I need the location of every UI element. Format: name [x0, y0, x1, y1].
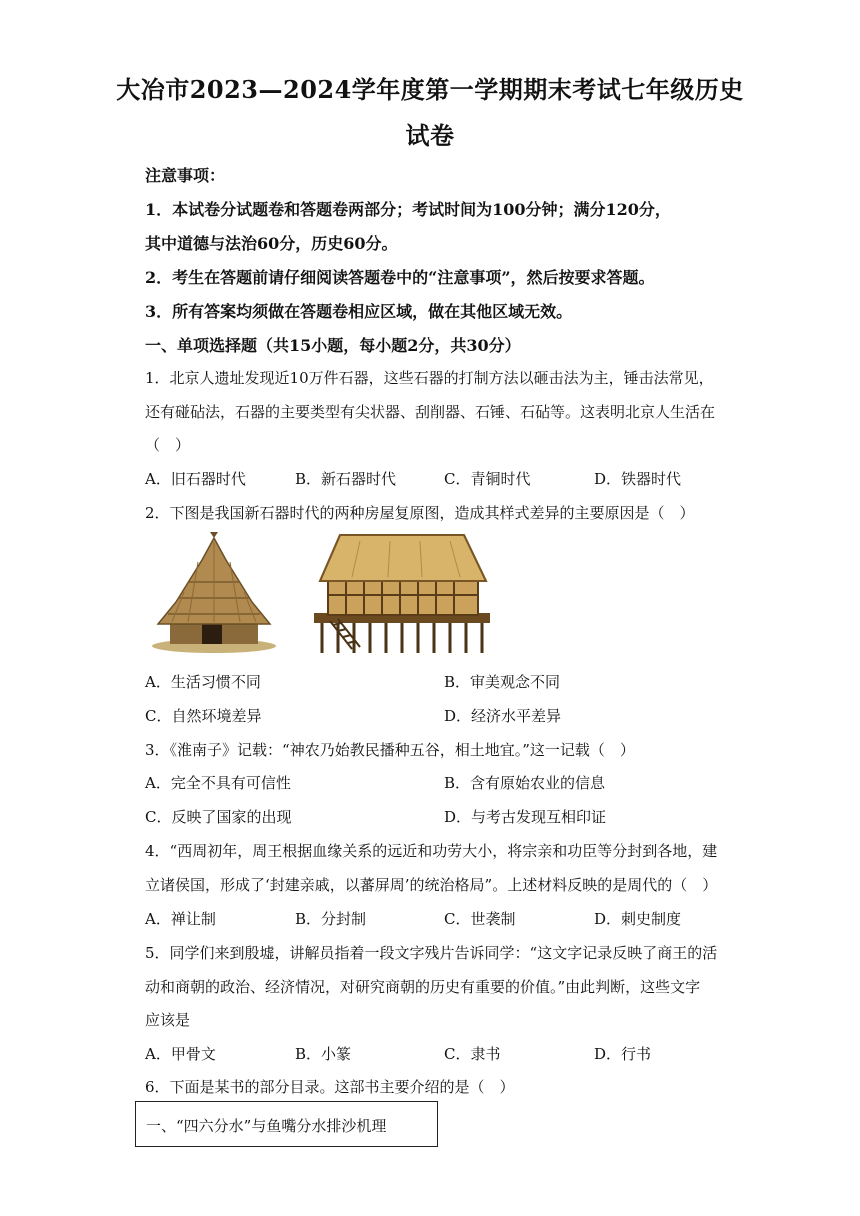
question-1-option-b[interactable]: B．新石器时代 — [295, 470, 397, 488]
question-5-text: 5．同学们来到殷墟，讲解员指着一段文字残片告诉同学：“这文字记录反映了商王的活 — [145, 944, 718, 962]
question-2-option-a[interactable]: A．生活习惯不同 — [145, 673, 261, 691]
section-heading: 一、单项选择题（共15小题，每小题2分，共30分） — [145, 336, 521, 355]
question-3-option-b[interactable]: B．含有原始农业的信息 — [444, 774, 606, 792]
question-2-option-d[interactable]: D．经济水平差异 — [444, 707, 562, 725]
exam-title-line2: 试卷 — [405, 121, 455, 150]
question-3-option-d[interactable]: D．与考古发现互相印证 — [444, 808, 607, 826]
question-2-option-b[interactable]: B．审美观念不同 — [444, 673, 561, 691]
question-5-option-b[interactable]: B．小篆 — [295, 1045, 352, 1063]
table-of-contents-box — [135, 1101, 438, 1147]
question-4-option-c[interactable]: C．世袭制 — [444, 910, 516, 928]
question-5-option-a[interactable]: A．甲骨文 — [145, 1045, 216, 1063]
question-2-option-c[interactable]: C．自然环境差异 — [145, 707, 262, 725]
notice-heading: 注意事项： — [145, 166, 226, 185]
question-4-option-d[interactable]: D．刺史制度 — [594, 910, 682, 928]
question-4-option-a[interactable]: A．禅让制 — [145, 910, 216, 928]
question-1-option-d[interactable]: D．铁器时代 — [594, 470, 682, 488]
question-3-option-a[interactable]: A．完全不具有可信性 — [145, 774, 291, 792]
notice-item: 3．所有答案均须做在答题卷相应区域，做在其他区域无效。 — [145, 302, 573, 321]
exam-title-line1: 大冶市2023—2024学年度第一学期期末考试七年级历史 — [116, 75, 744, 104]
round-thatched-hut-image — [148, 532, 280, 654]
question-1-text: 1．北京人遗址发现近10万件石器，这些石器的打制方法以砸击法为主，锤击法常见， — [145, 369, 714, 387]
question-4-text: 立诸侯国，形成了‘封建亲戚，以蕃屏周’的统治格局”。上述材料反映的是周代的（ ） — [145, 876, 718, 894]
table-of-contents-entry: 一、“四六分水”与鱼嘴分水排沙机理 — [146, 1117, 387, 1135]
notice-item: 2．考生在答题前请仔细阅读答题卷中的“注意事项”，然后按要求答题。 — [145, 268, 655, 287]
question-1-option-a[interactable]: A．旧石器时代 — [145, 470, 246, 488]
question-5-option-d[interactable]: D．行书 — [594, 1045, 652, 1063]
question-3-text: 3．《淮南子》记载：“神农乃始教民播种五谷，相土地宜。”这一记载（ ） — [145, 741, 635, 759]
question-5-text: 应该是 — [145, 1011, 191, 1029]
notice-item: 1．本试卷分试题卷和答题卷两部分；考试时间为100分钟；满分120分， — [145, 200, 671, 219]
question-4-option-b[interactable]: B．分封制 — [295, 910, 367, 928]
question-1-text: （ ） — [145, 436, 191, 454]
question-1-option-c[interactable]: C．青铜时代 — [444, 470, 531, 488]
stilt-house-image — [300, 531, 496, 657]
question-2-text: 2．下图是我国新石器时代的两种房屋复原图，造成其样式差异的主要原因是（ ） — [145, 504, 695, 522]
question-1-text: 还有碰砧法，石器的主要类型有尖状器、刮削器、石锤、石砧等。这表明北京人生活在 — [145, 403, 716, 421]
question-5-text: 动和商朝的政治、经济情况，对研究商朝的历史有重要的价值。”由此判断，这些文字 — [145, 978, 701, 996]
question-4-text: 4．“西周初年，周王根据血缘关系的远近和功劳大小，将宗亲和功臣等分封到各地，建 — [145, 842, 718, 860]
question-6-text: 6．下面是某书的部分目录。这部书主要介绍的是（ ） — [145, 1078, 515, 1096]
question-5-option-c[interactable]: C．隶书 — [444, 1045, 501, 1063]
question-3-option-c[interactable]: C．反映了国家的出现 — [145, 808, 292, 826]
notice-item: 其中道德与法治60分，历史60分。 — [145, 234, 398, 253]
